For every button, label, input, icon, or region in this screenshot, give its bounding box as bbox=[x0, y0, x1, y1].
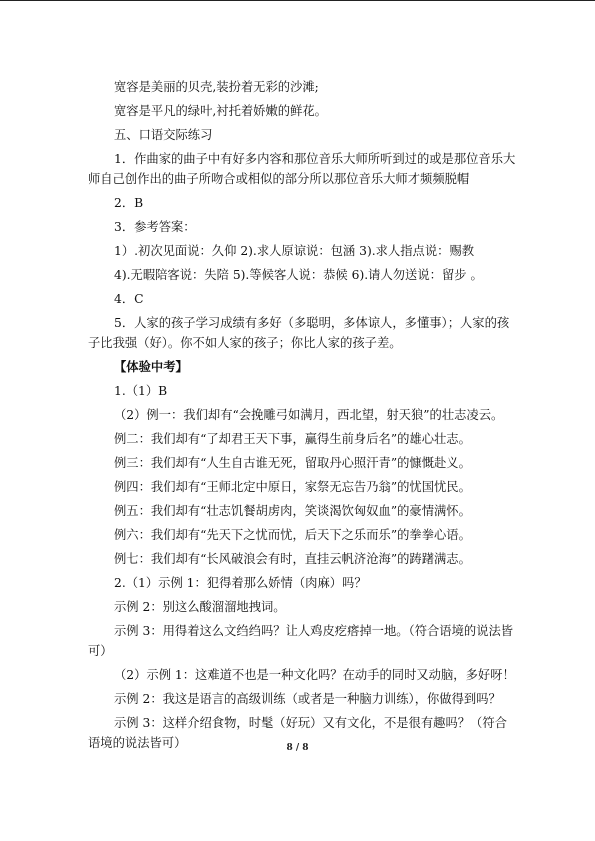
paragraph-line: 师自己创作出的曲子所吻合或相似的部分所以那位音乐大师才频频脱帽 bbox=[88, 172, 470, 186]
example-line: 例六：我们却有“先天下之忧而忧，后天下之乐而乐”的拳拳心语。 bbox=[114, 528, 471, 542]
section-heading: 五、口语交际练习 bbox=[114, 128, 213, 142]
section-heading: 【体验中考】 bbox=[114, 359, 188, 374]
example-line: （2）示例 1：这难道不也是一种文化吗？在动手的同时又动脑，多好呀！ bbox=[114, 668, 515, 682]
example-line: 示例 3：这样介绍食物，时髦（好玩）又有文化，不是很有趣吗？（符合 bbox=[114, 716, 507, 730]
example-line: 例三：我们却有“人生自古谁无死，留取丹心照汗青”的慷慨赴义。 bbox=[114, 456, 471, 470]
paragraph-line: 子比我强（好）。你不如人家的孩子；你比人家的孩子差。 bbox=[88, 336, 402, 350]
example-line: 例五：我们却有“壮志饥餐胡虏肉，笑谈渴饮匈奴血”的豪情满怀。 bbox=[114, 504, 471, 518]
paragraph-line: 5．人家的孩子学习成绩有多好（多聪明，多体谅人，多懂事）；人家的孩 bbox=[114, 316, 510, 330]
page-number: 8 / 8 bbox=[286, 743, 309, 753]
paragraph-line: 宽容是平凡的绿叶,衬托着娇嫩的鲜花。 bbox=[114, 104, 327, 118]
answer-line: 4．C bbox=[114, 292, 144, 306]
answer-line: 3．参考答案： bbox=[114, 220, 196, 234]
document-body bbox=[88, 77, 528, 753]
example-line: 例二：我们却有“了却君王天下事，赢得生前身后名”的雄心壮志。 bbox=[114, 432, 471, 446]
answer-line: 1.（1）B bbox=[114, 384, 168, 398]
answer-line: 2．B bbox=[114, 196, 144, 210]
example-line: 示例 2：别这么酸溜溜地拽词。 bbox=[114, 600, 286, 614]
answer-line: 4).无暇陪客说：失陪 5).等候客人说：恭候 6).请人勿送说：留步 。 bbox=[114, 268, 483, 282]
example-line: 示例 3：用得着这么文绉绉吗？让人鸡皮疙瘩掉一地。（符合语境的说法皆 bbox=[114, 624, 514, 638]
example-line: （2）例一：我们却有“会挽雕弓如满月，西北望，射天狼”的壮志凌云。 bbox=[114, 408, 504, 422]
answer-line: 1）.初次见面说：久仰 2).求人原谅说：包涵 3).求人指点说：赐教 bbox=[114, 244, 475, 258]
paragraph-line: 宽容是美丽的贝壳,装扮着无彩的沙滩; bbox=[114, 80, 319, 94]
example-line: 语境的说法皆可） bbox=[88, 736, 187, 750]
paragraph-line: 1．作曲家的曲子中有好多内容和那位音乐大师所听到过的或是那位音乐大 bbox=[114, 152, 516, 166]
example-line: 例四：我们却有“王师北定中原日，家祭无忘告乃翁”的忧国忧民。 bbox=[114, 480, 471, 494]
example-line: 示例 2：我这是语言的高级训练（或者是一种脑力训练），你做得到吗？ bbox=[114, 692, 501, 706]
example-line: 可） bbox=[88, 644, 113, 658]
example-line: 2.（1）示例 1：犯得着那么娇情（肉麻）吗？ bbox=[114, 576, 367, 590]
example-line: 例七：我们却有“长风破浪会有时，直挂云帆济沧海”的踌躇满志。 bbox=[114, 552, 471, 566]
header-rule bbox=[0, 0, 595, 1]
